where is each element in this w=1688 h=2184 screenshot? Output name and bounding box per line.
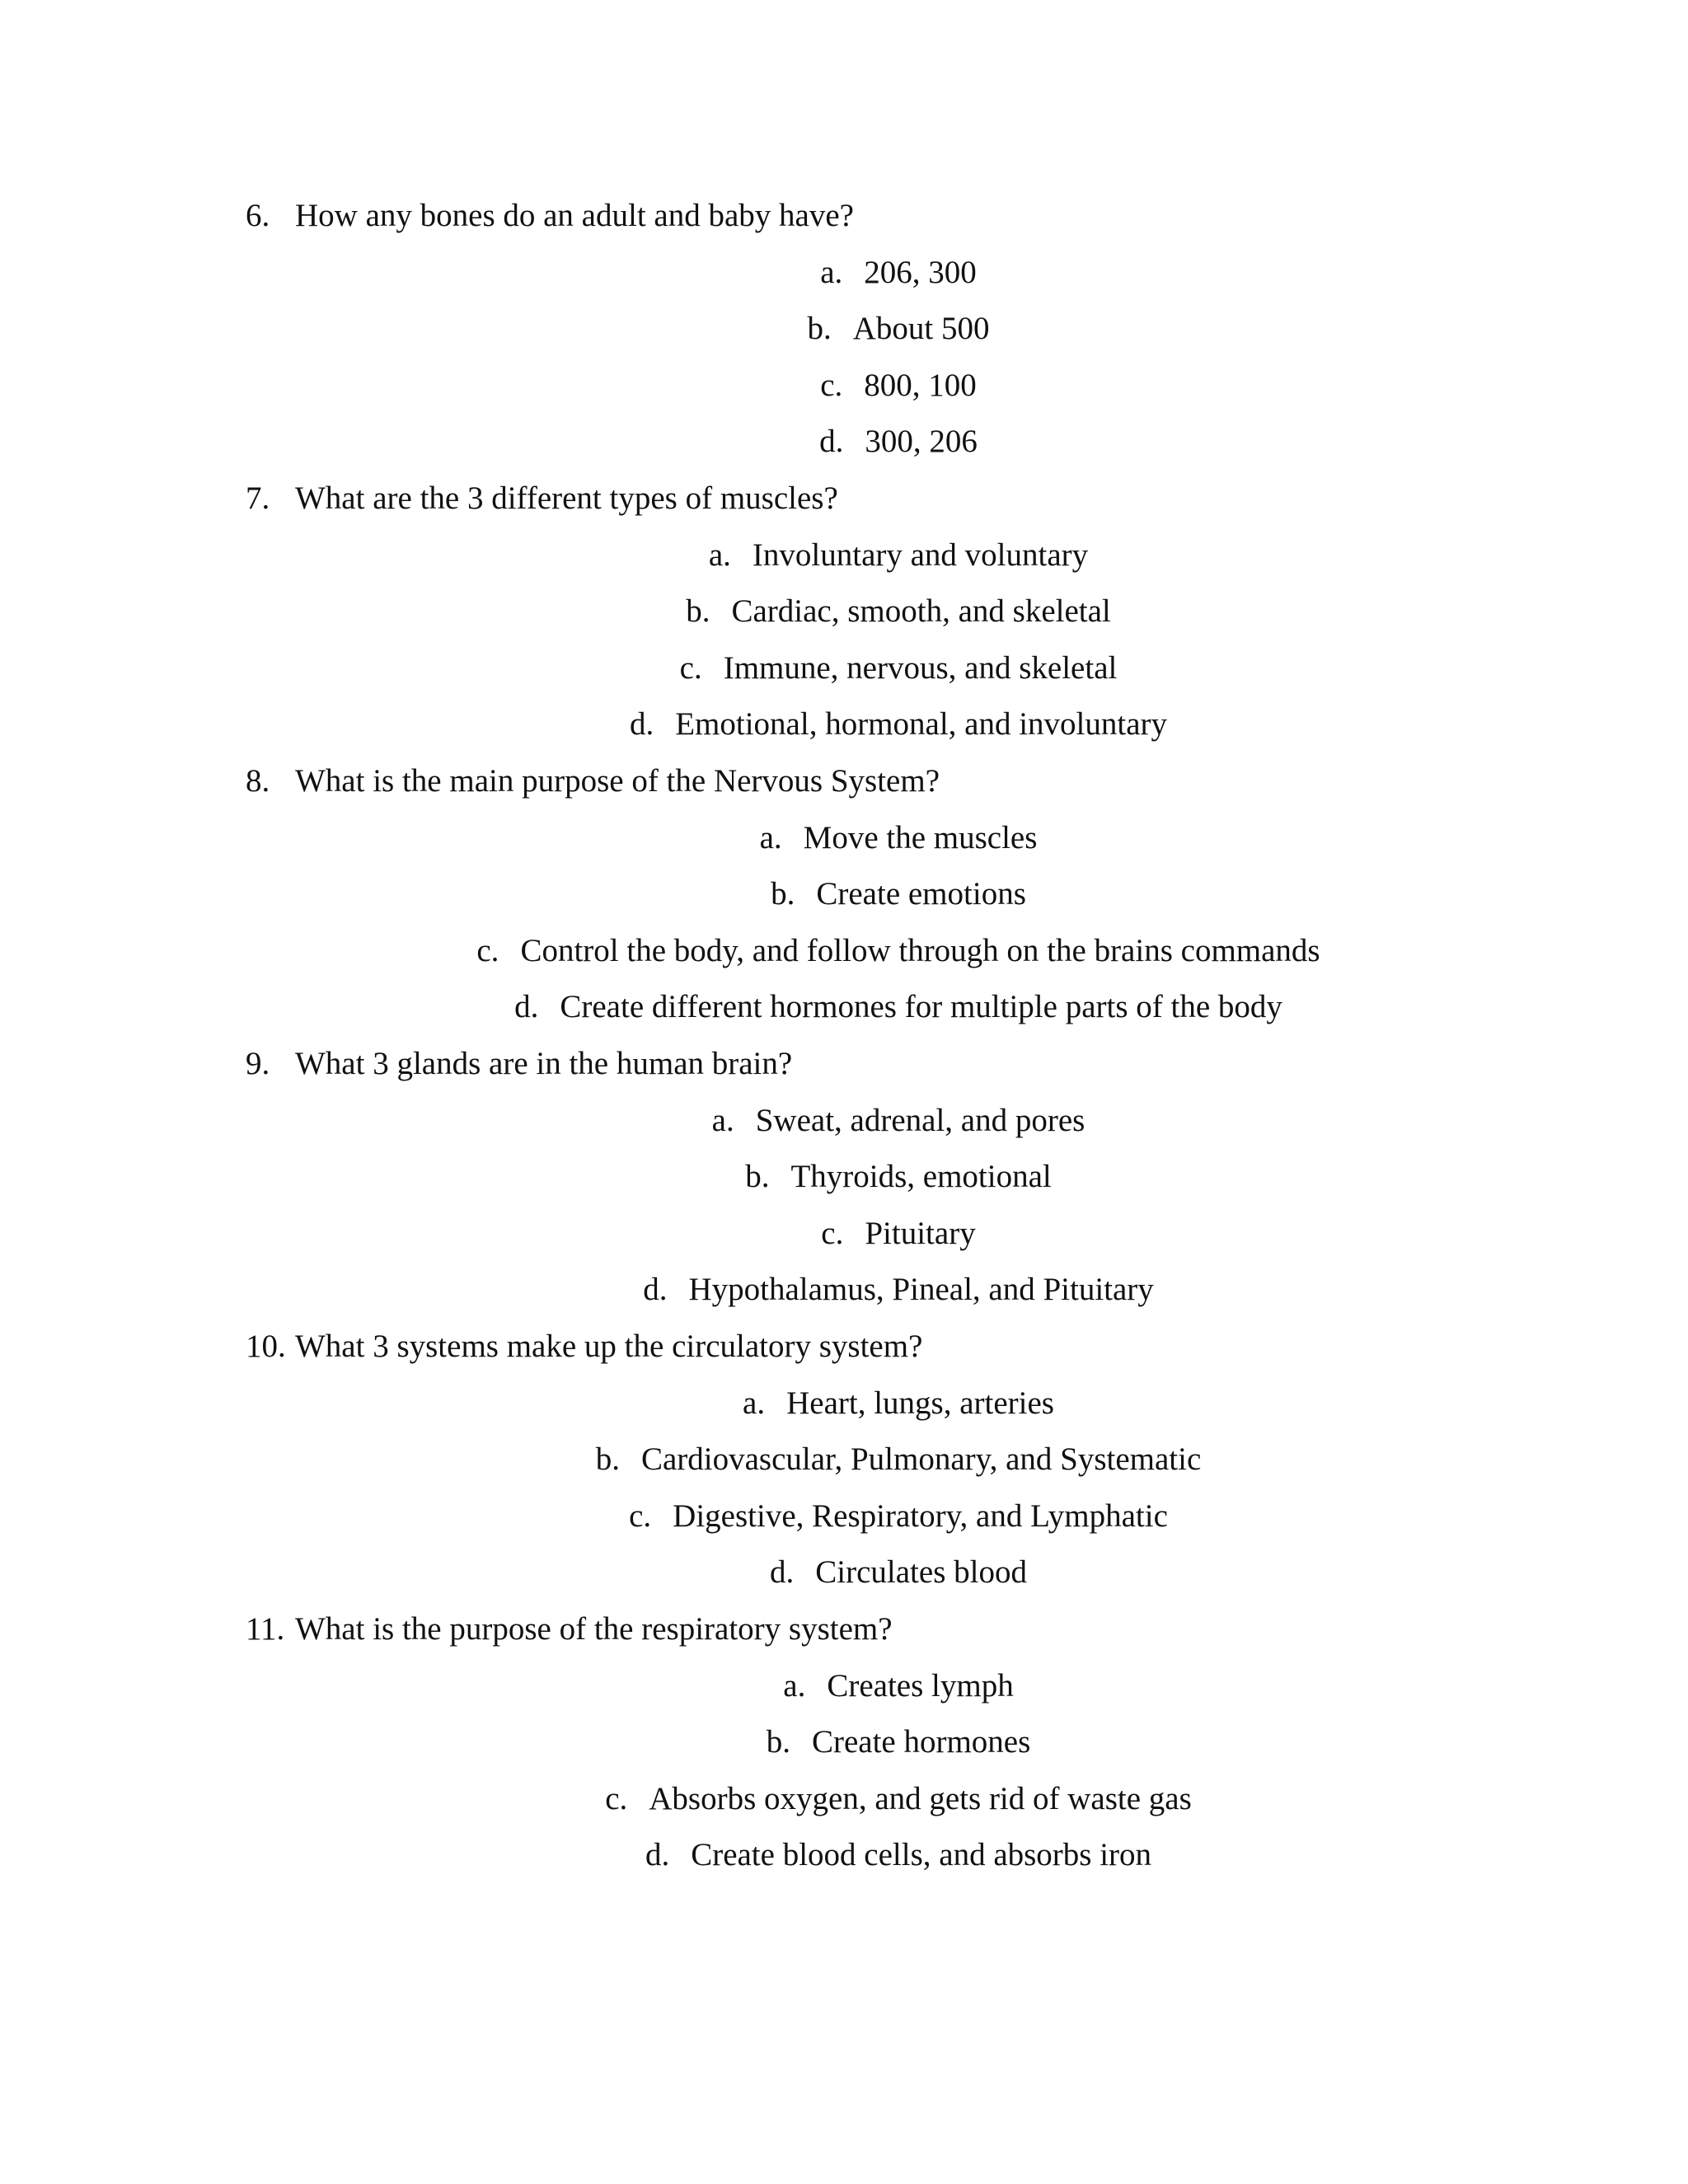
option-letter: c. [679, 650, 702, 686]
question-number: 10. [246, 1329, 286, 1364]
option-letter: d. [645, 1837, 670, 1872]
option-letter: c. [820, 368, 843, 403]
question-8-option-b [0, 878, 1688, 910]
option-letter: c. [629, 1498, 652, 1534]
question-10-option-d [0, 1556, 1688, 1588]
option-text: Hypothalamus, Pineal, and Pituitary [688, 1272, 1154, 1307]
option-text: Create emotions [816, 876, 1026, 912]
option-letter: d. [643, 1272, 668, 1307]
question-11 [246, 1613, 893, 1645]
question-11-option-d [0, 1839, 1688, 1871]
option-text: Create hormones [811, 1724, 1031, 1760]
option-text: 206, 300 [864, 255, 977, 290]
option-letter: a. [708, 537, 731, 573]
option-text: Control the body, and follow through on the brains commands [520, 933, 1320, 968]
question-number: 7. [246, 480, 270, 516]
option-letter: b. [595, 1441, 620, 1477]
question-10-option-b [0, 1443, 1688, 1475]
option-letter: c. [821, 1216, 844, 1251]
question-7-option-c [0, 652, 1688, 684]
option-text: Create blood cells, and absorbs iron [691, 1837, 1152, 1872]
question-11-option-b [0, 1726, 1688, 1758]
question-8-option-a [0, 822, 1688, 854]
question-10 [246, 1330, 922, 1362]
option-text: Involuntary and voluntary [752, 537, 1089, 573]
question-text: What 3 glands are in the human brain? [295, 1046, 793, 1081]
option-letter: a. [743, 1385, 766, 1421]
question-7-option-b [0, 595, 1688, 627]
question-6-option-d [0, 425, 1688, 457]
question-11-option-a [0, 1670, 1688, 1702]
option-letter: a. [759, 820, 782, 855]
option-text: 800, 100 [864, 368, 977, 403]
question-6-option-b [0, 312, 1688, 344]
option-letter: d. [819, 424, 844, 459]
option-text: Creates lymph [827, 1668, 1014, 1704]
option-letter: d. [629, 706, 654, 742]
question-10-option-c [0, 1500, 1688, 1532]
option-text: Create different hormones for multiple parts of the body [560, 989, 1282, 1024]
question-number: 11. [246, 1611, 285, 1647]
question-6-option-c [0, 369, 1688, 401]
option-text: Thyroids, emotional [790, 1159, 1052, 1194]
question-8-option-d [0, 991, 1688, 1023]
question-text: What are the 3 different types of muscles? [295, 480, 838, 516]
question-text: What is the main purpose of the Nervous System? [295, 763, 940, 799]
option-text: Cardiac, smooth, and skeletal [731, 593, 1111, 629]
question-number: 9. [246, 1046, 270, 1081]
question-9-option-b [0, 1160, 1688, 1193]
option-letter: a. [783, 1668, 806, 1704]
question-8-option-c [0, 935, 1688, 967]
option-letter: b. [766, 1724, 790, 1760]
question-text: What 3 systems make up the circulatory system? [295, 1329, 923, 1364]
option-text: Emotional, hormonal, and involuntary [675, 706, 1168, 742]
question-11-option-c [0, 1783, 1688, 1815]
option-letter: b. [807, 311, 832, 346]
question-7 [246, 482, 838, 514]
option-letter: b. [771, 876, 795, 912]
option-letter: c. [476, 933, 499, 968]
question-7-option-d [0, 708, 1688, 740]
question-9-option-a [0, 1104, 1688, 1137]
question-10-option-a [0, 1387, 1688, 1419]
option-letter: a. [820, 255, 843, 290]
option-text: Absorbs oxygen, and gets rid of waste gas [649, 1781, 1192, 1816]
option-text: Circulates blood [815, 1554, 1027, 1590]
option-text: Move the muscles [803, 820, 1038, 855]
option-text: Digestive, Respiratory, and Lymphatic [673, 1498, 1168, 1534]
option-letter: d. [514, 989, 539, 1024]
option-letter: b. [745, 1159, 770, 1194]
question-number: 6. [246, 198, 270, 233]
question-text: How any bones do an adult and baby have? [295, 198, 854, 233]
option-letter: a. [711, 1103, 734, 1138]
option-text: About 500 [852, 311, 990, 346]
question-number: 8. [246, 763, 270, 799]
question-text: What is the purpose of the respiratory system? [295, 1611, 893, 1647]
question-6 [246, 199, 854, 232]
option-letter: b. [686, 593, 710, 629]
question-6-option-a [0, 256, 1688, 288]
question-9-option-d [0, 1273, 1688, 1305]
option-text: Immune, nervous, and skeletal [723, 650, 1118, 686]
question-9-option-c [0, 1217, 1688, 1249]
option-letter: c. [605, 1781, 628, 1816]
option-text: Pituitary [865, 1216, 976, 1251]
question-8 [246, 765, 940, 797]
question-9 [246, 1047, 792, 1080]
option-text: Cardiovascular, Pulmonary, and Systematic [640, 1441, 1202, 1477]
option-letter: d. [770, 1554, 795, 1590]
option-text: Sweat, adrenal, and pores [755, 1103, 1085, 1138]
option-text: 300, 206 [865, 424, 978, 459]
option-text: Heart, lungs, arteries [786, 1385, 1054, 1421]
question-7-option-a [0, 539, 1688, 571]
